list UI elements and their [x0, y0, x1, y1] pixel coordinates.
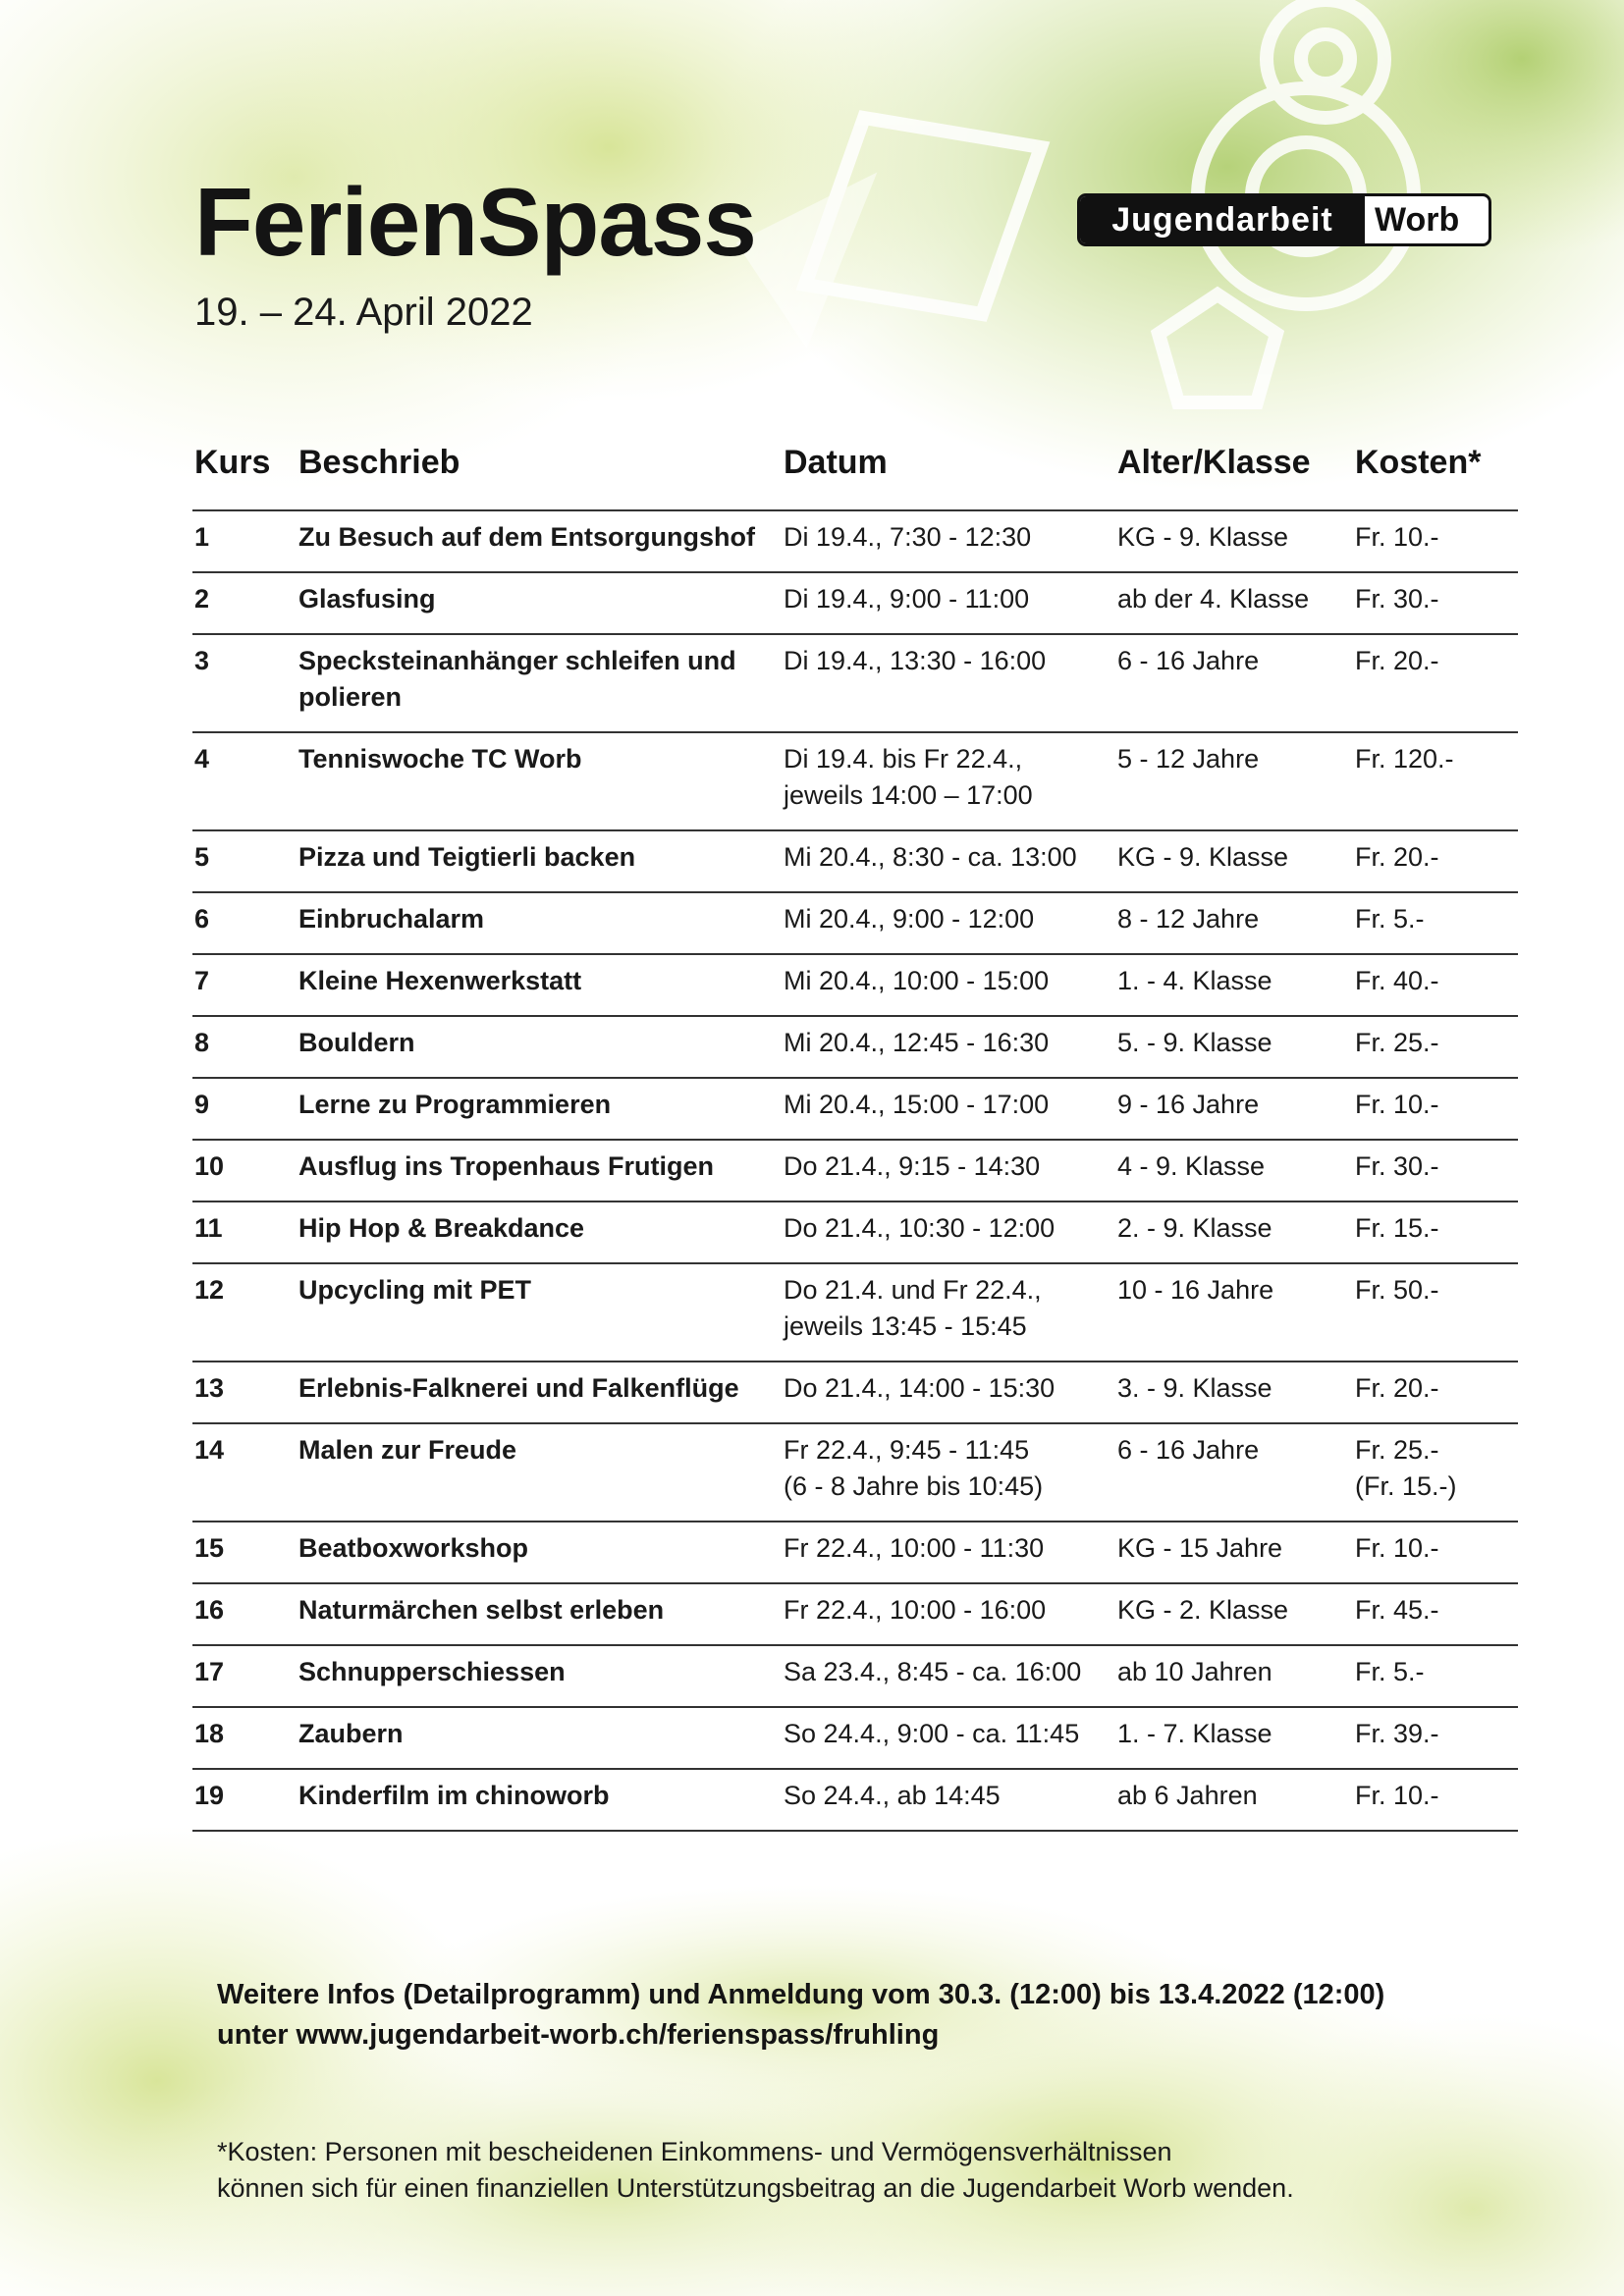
course-description [297, 510, 782, 572]
footnote-line: können sich für einen finanziellen Unterstützungsbeitrag an die Jugendarbeit Worb wenden. [217, 2173, 1294, 2203]
course-number: 4 [192, 732, 297, 830]
course-cost-line: Fr. 20.- [1355, 1373, 1439, 1403]
course-age: 6 - 16 Jahre [1115, 1423, 1353, 1522]
course-cost-line: Fr. 20.- [1355, 646, 1439, 675]
course-number: 7 [192, 954, 297, 1016]
course-description-line: Bouldern [298, 1028, 415, 1057]
course-date-line: Di 19.4., 7:30 - 12:30 [784, 522, 1032, 552]
course-date-line: Mi 20.4., 10:00 - 15:00 [784, 966, 1050, 995]
table-header-row [192, 432, 1518, 510]
course-cost-line: Fr. 25.- [1355, 1028, 1439, 1057]
course-age: ab 6 Jahren [1115, 1769, 1353, 1831]
course-description [297, 892, 782, 954]
course-number: 13 [192, 1362, 297, 1423]
course-description-line: Tenniswoche TC Worb [298, 744, 582, 774]
page-title: FerienSpass [194, 168, 756, 276]
course-cost [1353, 1263, 1518, 1362]
course-cost [1353, 1362, 1518, 1423]
course-table [192, 432, 1518, 1832]
course-description-line: Ausflug ins Tropenhaus Frutigen [298, 1151, 715, 1181]
course-cost-line: Fr. 30.- [1355, 584, 1439, 614]
course-cost-line: Fr. 10.- [1355, 1533, 1439, 1563]
course-cost-line: Fr. 45.- [1355, 1595, 1439, 1625]
course-description-line: Hip Hop & Breakdance [298, 1213, 585, 1243]
course-date-line: Do 21.4. und Fr 22.4., [784, 1275, 1042, 1305]
course-description [297, 830, 782, 892]
course-cost-line: Fr. 10.- [1355, 1781, 1439, 1810]
course-description-line: Einbruchalarm [298, 904, 485, 934]
course-cost [1353, 1140, 1518, 1201]
table-row [192, 1078, 1518, 1140]
course-description [297, 1078, 782, 1140]
logo-left-text: Jugendarbeit [1080, 196, 1365, 243]
course-number: 19 [192, 1769, 297, 1831]
course-date-line: Fr 22.4., 10:00 - 11:30 [784, 1533, 1045, 1563]
cost-footnote [217, 2134, 1533, 2207]
course-date [782, 1645, 1115, 1707]
course-date-line: Do 21.4., 14:00 - 15:30 [784, 1373, 1056, 1403]
course-number: 6 [192, 892, 297, 954]
course-description [297, 1522, 782, 1583]
table-row [192, 1769, 1518, 1831]
course-age: 8 - 12 Jahre [1115, 892, 1353, 954]
course-number: 9 [192, 1078, 297, 1140]
column-header-kosten: Kosten* [1353, 432, 1518, 510]
course-table-body [192, 510, 1518, 1831]
course-cost-line: Fr. 50.- [1355, 1275, 1439, 1305]
registration-info [217, 1975, 1493, 2056]
course-date [782, 1522, 1115, 1583]
course-number: 15 [192, 1522, 297, 1583]
table-row [192, 510, 1518, 572]
course-date [782, 1769, 1115, 1831]
course-date-line: Di 19.4., 9:00 - 11:00 [784, 584, 1030, 614]
course-description [297, 1707, 782, 1769]
course-date-line: Fr 22.4., 9:45 - 11:45 [784, 1435, 1030, 1465]
course-cost [1353, 1423, 1518, 1522]
course-cost-line: Fr. 15.- [1355, 1213, 1439, 1243]
course-age: 2. - 9. Klasse [1115, 1201, 1353, 1263]
course-description [297, 1201, 782, 1263]
course-number: 1 [192, 510, 297, 572]
course-date [782, 1362, 1115, 1423]
course-cost-line: Fr. 5.- [1355, 904, 1425, 934]
table-row [192, 1140, 1518, 1201]
course-cost [1353, 1645, 1518, 1707]
course-date [782, 732, 1115, 830]
table-row [192, 1201, 1518, 1263]
course-age: KG - 2. Klasse [1115, 1583, 1353, 1645]
course-description-line: Lerne zu Programmieren [298, 1090, 612, 1119]
course-age: 5 - 12 Jahre [1115, 732, 1353, 830]
course-date-line: So 24.4., 9:00 - ca. 11:45 [784, 1719, 1080, 1748]
course-description [297, 732, 782, 830]
course-cost-line: Fr. 20.- [1355, 842, 1439, 872]
course-description-line: Beatboxworkshop [298, 1533, 529, 1563]
jugendarbeit-worb-logo [1077, 193, 1491, 246]
table-row [192, 1423, 1518, 1522]
course-description-line: Glasfusing [298, 584, 436, 614]
course-description-line: Schnupperschiessen [298, 1657, 566, 1686]
course-number: 18 [192, 1707, 297, 1769]
course-number: 3 [192, 634, 297, 732]
course-age: 10 - 16 Jahre [1115, 1263, 1353, 1362]
course-age: ab der 4. Klasse [1115, 572, 1353, 634]
course-date-line: Di 19.4., 13:30 - 16:00 [784, 646, 1047, 675]
course-description-line: Specksteinanhänger schleifen und [298, 646, 736, 675]
column-header-kurs: Kurs [192, 432, 297, 510]
course-date [782, 954, 1115, 1016]
table-row [192, 1583, 1518, 1645]
course-description [297, 572, 782, 634]
course-cost-line: Fr. 40.- [1355, 966, 1439, 995]
course-date-line: Di 19.4. bis Fr 22.4., [784, 744, 1023, 774]
course-date [782, 830, 1115, 892]
footnote-line: *Kosten: Personen mit bescheidenen Einkommens- und Vermögensverhältnissen [217, 2137, 1172, 2166]
table-row [192, 892, 1518, 954]
course-description [297, 1263, 782, 1362]
table-row [192, 954, 1518, 1016]
course-cost-line: Fr. 25.- [1355, 1435, 1439, 1465]
course-number: 17 [192, 1645, 297, 1707]
course-number: 2 [192, 572, 297, 634]
course-date-line: Mi 20.4., 12:45 - 16:30 [784, 1028, 1050, 1057]
course-description-line: Kinderfilm im chinoworb [298, 1781, 610, 1810]
course-age: 5. - 9. Klasse [1115, 1016, 1353, 1078]
date-range: 19. – 24. April 2022 [194, 291, 533, 334]
course-age: KG - 9. Klasse [1115, 830, 1353, 892]
table-row [192, 1263, 1518, 1362]
course-cost-line: Fr. 5.- [1355, 1657, 1425, 1686]
course-date [782, 572, 1115, 634]
course-date [782, 892, 1115, 954]
course-number: 10 [192, 1140, 297, 1201]
course-date [782, 634, 1115, 732]
table-row [192, 1362, 1518, 1423]
column-header-datum: Datum [782, 432, 1115, 510]
course-description [297, 1140, 782, 1201]
course-date [782, 1263, 1115, 1362]
course-date-line: Mi 20.4., 8:30 - ca. 13:00 [784, 842, 1077, 872]
course-date [782, 1201, 1115, 1263]
course-date [782, 1423, 1115, 1522]
table-row [192, 1707, 1518, 1769]
course-age: 6 - 16 Jahre [1115, 634, 1353, 732]
table-row [192, 1522, 1518, 1583]
course-description-line: polieren [298, 682, 403, 712]
course-cost [1353, 732, 1518, 830]
course-date-line: Mi 20.4., 15:00 - 17:00 [784, 1090, 1050, 1119]
logo-right-text: Worb [1375, 200, 1460, 239]
course-description-line: Pizza und Teigtierli backen [298, 842, 636, 872]
course-date-line: Fr 22.4., 10:00 - 16:00 [784, 1595, 1047, 1625]
course-date [782, 1583, 1115, 1645]
course-date-line: jeweils 13:45 - 15:45 [784, 1311, 1027, 1341]
course-cost-line: Fr. 10.- [1355, 1090, 1439, 1119]
course-number: 16 [192, 1583, 297, 1645]
course-description [297, 1583, 782, 1645]
course-cost [1353, 1522, 1518, 1583]
course-age: KG - 15 Jahre [1115, 1522, 1353, 1583]
course-cost [1353, 1201, 1518, 1263]
course-age: ab 10 Jahren [1115, 1645, 1353, 1707]
course-description-line: Zaubern [298, 1719, 404, 1748]
course-cost [1353, 510, 1518, 572]
table-row [192, 572, 1518, 634]
course-date-line: Sa 23.4., 8:45 - ca. 16:00 [784, 1657, 1082, 1686]
course-cost [1353, 1016, 1518, 1078]
course-date [782, 1078, 1115, 1140]
course-age: KG - 9. Klasse [1115, 510, 1353, 572]
column-header-beschrieb: Beschrieb [297, 432, 782, 510]
course-age: 1. - 4. Klasse [1115, 954, 1353, 1016]
course-cost-line: Fr. 120.- [1355, 744, 1454, 774]
course-date [782, 1140, 1115, 1201]
course-description-line: Malen zur Freude [298, 1435, 517, 1465]
course-description [297, 1645, 782, 1707]
course-cost [1353, 1707, 1518, 1769]
course-cost [1353, 634, 1518, 732]
course-cost-line: Fr. 39.- [1355, 1719, 1439, 1748]
course-age: 9 - 16 Jahre [1115, 1078, 1353, 1140]
table-row [192, 634, 1518, 732]
course-description-line: Upcycling mit PET [298, 1275, 532, 1305]
course-date-line: Do 21.4., 10:30 - 12:00 [784, 1213, 1056, 1243]
course-date [782, 510, 1115, 572]
course-age: 3. - 9. Klasse [1115, 1362, 1353, 1423]
course-description [297, 1362, 782, 1423]
course-description-line: Naturmärchen selbst erleben [298, 1595, 665, 1625]
course-cost-line: Fr. 10.- [1355, 522, 1439, 552]
course-description [297, 1423, 782, 1522]
table-row [192, 732, 1518, 830]
course-cost [1353, 954, 1518, 1016]
course-date [782, 1016, 1115, 1078]
registration-info-line: Weitere Infos (Detailprogramm) und Anmeldung vom 30.3. (12:00) bis 13.4.2022 (12:00) [217, 1979, 1385, 2010]
course-cost [1353, 1769, 1518, 1831]
table-row [192, 1645, 1518, 1707]
course-number: 14 [192, 1423, 297, 1522]
course-date-line: So 24.4., ab 14:45 [784, 1781, 1001, 1810]
course-description-line: Erlebnis-Falknerei und Falkenflüge [298, 1373, 739, 1403]
course-cost-line: (Fr. 15.-) [1355, 1471, 1457, 1501]
course-number: 8 [192, 1016, 297, 1078]
course-description [297, 954, 782, 1016]
course-cost [1353, 1583, 1518, 1645]
course-description-line: Zu Besuch auf dem Entsorgungshof [298, 522, 756, 552]
course-age: 4 - 9. Klasse [1115, 1140, 1353, 1201]
registration-url-line: unter www.jugendarbeit-worb.ch/ferienspass/fruhling [217, 2019, 940, 2051]
course-age: 1. - 7. Klasse [1115, 1707, 1353, 1769]
column-header-alter-klasse: Alter/Klasse [1115, 432, 1353, 510]
course-date-line: (6 - 8 Jahre bis 10:45) [784, 1471, 1044, 1501]
course-description-line: Kleine Hexenwerkstatt [298, 966, 582, 995]
course-date-line: jeweils 14:00 – 17:00 [784, 780, 1033, 810]
course-description [297, 1769, 782, 1831]
course-description [297, 1016, 782, 1078]
course-date-line: Do 21.4., 9:15 - 14:30 [784, 1151, 1041, 1181]
course-description [297, 634, 782, 732]
course-date-line: Mi 20.4., 9:00 - 12:00 [784, 904, 1035, 934]
course-number: 5 [192, 830, 297, 892]
course-cost [1353, 572, 1518, 634]
course-cost [1353, 830, 1518, 892]
course-number: 11 [192, 1201, 297, 1263]
table-row [192, 1016, 1518, 1078]
course-cost [1353, 892, 1518, 954]
course-cost [1353, 1078, 1518, 1140]
table-row [192, 830, 1518, 892]
course-date [782, 1707, 1115, 1769]
course-cost-line: Fr. 30.- [1355, 1151, 1439, 1181]
course-number: 12 [192, 1263, 297, 1362]
